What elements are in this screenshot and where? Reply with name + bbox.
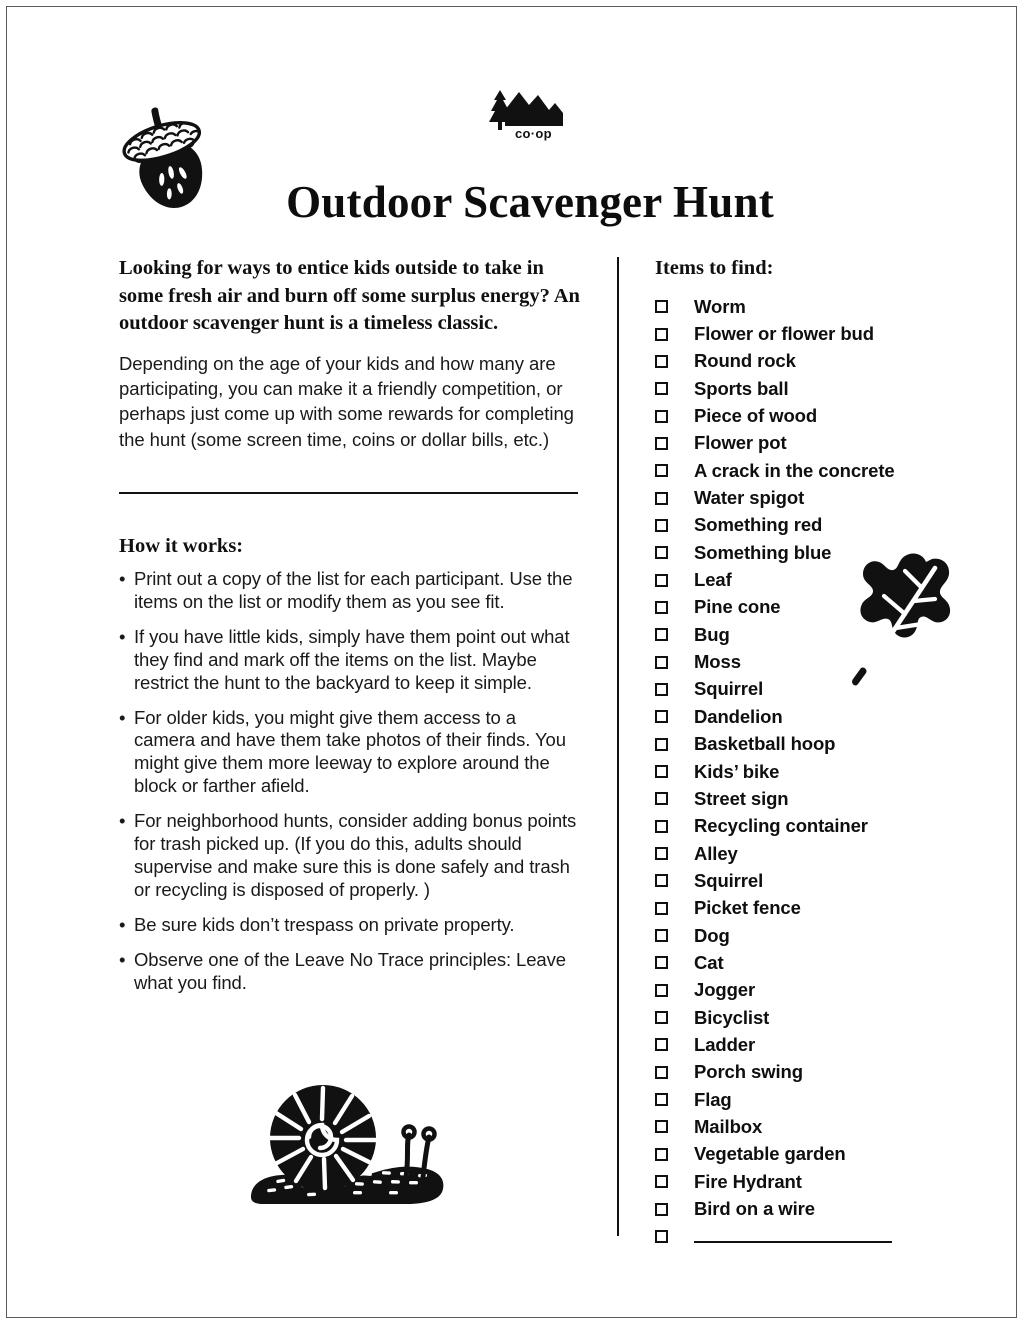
list-item xyxy=(119,810,581,902)
checklist-row[interactable] xyxy=(655,922,965,949)
intro-lede: Looking for ways to entice kids outside to take in some fresh air and burn off some surplus energy? An outdoor scavenger hunt is a timeless classic. xyxy=(119,257,580,334)
checkbox[interactable] xyxy=(655,328,668,341)
bullet-marker: • xyxy=(119,568,126,589)
checklist-row[interactable] xyxy=(655,1086,965,1113)
how-it-works-heading: How it works: xyxy=(119,535,244,557)
checklist-item-label: Pine cone xyxy=(694,596,781,618)
checkbox[interactable] xyxy=(655,355,668,368)
checklist-item-label: Sports ball xyxy=(694,377,789,399)
list-item-text: Print out a copy of the list for each participant. Use the items on the list or modify them as you see fit. xyxy=(134,568,573,612)
bullet-marker: • xyxy=(119,625,126,647)
rei-coop-logo xyxy=(471,86,567,144)
checkbox[interactable] xyxy=(655,847,668,860)
checklist-item-label: Moss xyxy=(694,651,741,673)
checklist-row[interactable] xyxy=(655,703,965,730)
checklist-row[interactable] xyxy=(655,457,965,484)
column-divider xyxy=(617,257,619,1236)
checkbox[interactable] xyxy=(655,1038,668,1051)
coop-wordmark: co·op xyxy=(515,126,552,141)
how-it-works-section xyxy=(119,533,581,995)
checklist-row[interactable] xyxy=(655,293,965,320)
checkbox[interactable] xyxy=(655,519,668,532)
write-in-field[interactable] xyxy=(694,1241,892,1243)
checkbox[interactable] xyxy=(655,464,668,477)
checklist-row[interactable] xyxy=(655,758,965,785)
bullet-marker: • xyxy=(119,913,126,935)
bullet-marker: • xyxy=(119,810,126,832)
checklist-row-writein[interactable] xyxy=(655,1223,965,1250)
list-item-text: If you have little kids, simply have them point out what they find and mark off the items on the list. Maybe restrict the hunt to the backyard to keep it simple. xyxy=(134,625,570,693)
checklist-item-label: Fire Hydrant xyxy=(694,1170,802,1192)
acorn-icon xyxy=(112,103,222,215)
checkbox[interactable] xyxy=(655,1230,668,1243)
list-item-text: For older kids, you might give them access to a camera and have them take photos of their finds. You might give them more leeway to explore around the block or farther afield. xyxy=(134,706,566,797)
checkbox[interactable] xyxy=(655,546,668,559)
checkbox[interactable] xyxy=(655,820,668,833)
list-item xyxy=(119,626,581,695)
intro-paragraph: Depending on the age of your kids and how many are participating, you can make it a friendly competition, or perhaps just come up with some rewards for completing the hunt (some screen time, coins or dollar bills, etc.) xyxy=(119,352,574,450)
checklist-row[interactable] xyxy=(655,867,965,894)
checklist-row[interactable] xyxy=(655,840,965,867)
checklist-item-label: Mailbox xyxy=(694,1115,763,1137)
checklist-row[interactable] xyxy=(655,977,965,1004)
checklist-row[interactable] xyxy=(655,813,965,840)
checklist-row[interactable] xyxy=(655,949,965,976)
checkbox[interactable] xyxy=(655,1011,668,1024)
checkbox[interactable] xyxy=(655,792,668,805)
checklist-item-label: Basketball hoop xyxy=(694,733,836,755)
checklist xyxy=(655,293,965,1250)
checkbox[interactable] xyxy=(655,738,668,751)
checklist-row[interactable] xyxy=(655,402,965,429)
list-item xyxy=(119,914,581,937)
checkbox[interactable] xyxy=(655,1175,668,1188)
list-item xyxy=(119,568,581,614)
checklist-row[interactable] xyxy=(655,375,965,402)
checkbox[interactable] xyxy=(655,765,668,778)
checklist-item-label: Squirrel xyxy=(694,678,764,700)
section-divider xyxy=(119,492,578,494)
checkbox[interactable] xyxy=(655,683,668,696)
checklist-row[interactable] xyxy=(655,1168,965,1195)
checklist-item-label: Worm xyxy=(694,295,746,317)
checkbox[interactable] xyxy=(655,1203,668,1216)
checkbox[interactable] xyxy=(655,492,668,505)
checkbox[interactable] xyxy=(655,601,668,614)
checklist-row[interactable] xyxy=(655,430,965,457)
bullet-marker: • xyxy=(119,706,126,728)
checklist-item-label: Picket fence xyxy=(694,897,801,919)
checklist-row[interactable] xyxy=(655,1059,965,1086)
checkbox[interactable] xyxy=(655,656,668,669)
checklist-item-label: Piece of wood xyxy=(694,405,818,427)
checklist-item-label: Cat xyxy=(694,951,724,973)
checklist-row[interactable] xyxy=(655,785,965,812)
checkbox[interactable] xyxy=(655,929,668,942)
checklist-row[interactable] xyxy=(655,1031,965,1058)
checklist-row[interactable] xyxy=(655,1141,965,1168)
checklist-item-label: Round rock xyxy=(694,350,796,372)
checklist-item-label: Leaf xyxy=(694,569,732,591)
checklist-item-label: Dog xyxy=(694,924,730,946)
checklist-row[interactable] xyxy=(655,320,965,347)
checklist-item-label: Bird on a wire xyxy=(694,1198,815,1220)
checkbox[interactable] xyxy=(655,1120,668,1133)
checklist-item-label: Vegetable garden xyxy=(694,1143,846,1165)
checklist-item-label: Flower or flower bud xyxy=(694,323,874,345)
checkbox[interactable] xyxy=(655,710,668,723)
checklist-item-label: Dandelion xyxy=(694,705,783,727)
page-header xyxy=(0,0,1024,230)
checkbox[interactable] xyxy=(655,410,668,423)
checklist-row[interactable] xyxy=(655,1004,965,1031)
checkbox[interactable] xyxy=(655,382,668,395)
checklist-row[interactable] xyxy=(655,731,965,758)
checklist-item-label: Water spigot xyxy=(694,487,805,509)
checklist-item-label: Ladder xyxy=(694,1033,756,1055)
checkbox[interactable] xyxy=(655,956,668,969)
how-it-works-list xyxy=(119,568,581,995)
checklist-item-label: Flag xyxy=(694,1088,732,1110)
checkbox[interactable] xyxy=(655,1093,668,1106)
checklist-item-label: A crack in the concrete xyxy=(694,459,895,481)
list-item-text: Be sure kids don’t trespass on private property. xyxy=(134,913,515,935)
checkbox[interactable] xyxy=(655,628,668,641)
checklist-item-label: Alley xyxy=(694,842,738,864)
list-item-text: For neighborhood hunts, consider adding bonus points for trash picked up. (If you do this, adults should supervise and make sure this is done safely and trash or recycling is disposed of properly. ) xyxy=(134,810,577,900)
checklist-item-label: Street sign xyxy=(694,787,789,809)
checklist-row[interactable] xyxy=(655,1113,965,1140)
checkbox[interactable] xyxy=(655,984,668,997)
checklist-item-label: Something blue xyxy=(694,541,832,563)
checklist-item-label: Kids’ bike xyxy=(694,760,780,782)
checklist-item-label: Recycling container xyxy=(694,815,868,837)
checkbox[interactable] xyxy=(655,902,668,915)
checklist-item-label: Porch swing xyxy=(694,1061,803,1083)
bullet-marker: • xyxy=(119,948,126,970)
oak-leaf-icon xyxy=(836,547,956,695)
checklist-heading: Items to find: xyxy=(655,257,774,279)
page-title: Outdoor Scavenger Hunt xyxy=(286,177,774,228)
checklist-row[interactable] xyxy=(655,484,965,511)
checklist-item-label: Something red xyxy=(694,514,823,536)
checklist-row[interactable] xyxy=(655,348,965,375)
checkbox[interactable] xyxy=(655,574,668,587)
checklist-row[interactable] xyxy=(655,895,965,922)
checkbox[interactable] xyxy=(655,437,668,450)
checkbox[interactable] xyxy=(655,874,668,887)
list-item xyxy=(119,707,581,799)
intro-section xyxy=(119,255,581,452)
checkbox[interactable] xyxy=(655,1148,668,1161)
checklist-section xyxy=(655,255,965,1250)
checkbox[interactable] xyxy=(655,1066,668,1079)
checklist-item-label: Squirrel xyxy=(694,869,764,891)
checklist-item-label: Bug xyxy=(694,623,730,645)
checklist-item-label: Bicyclist xyxy=(694,1006,770,1028)
list-item-text: Observe one of the Leave No Trace principles: Leave what you find. xyxy=(134,948,566,993)
checklist-row[interactable] xyxy=(655,512,965,539)
snail-icon xyxy=(243,1085,453,1213)
checklist-item-label: Jogger xyxy=(694,979,756,1001)
checklist-row[interactable] xyxy=(655,1195,965,1222)
checkbox[interactable] xyxy=(655,300,668,313)
rei-wordmark: REI xyxy=(507,101,548,129)
checklist-item-label: Flower pot xyxy=(694,432,787,454)
list-item xyxy=(119,949,581,995)
